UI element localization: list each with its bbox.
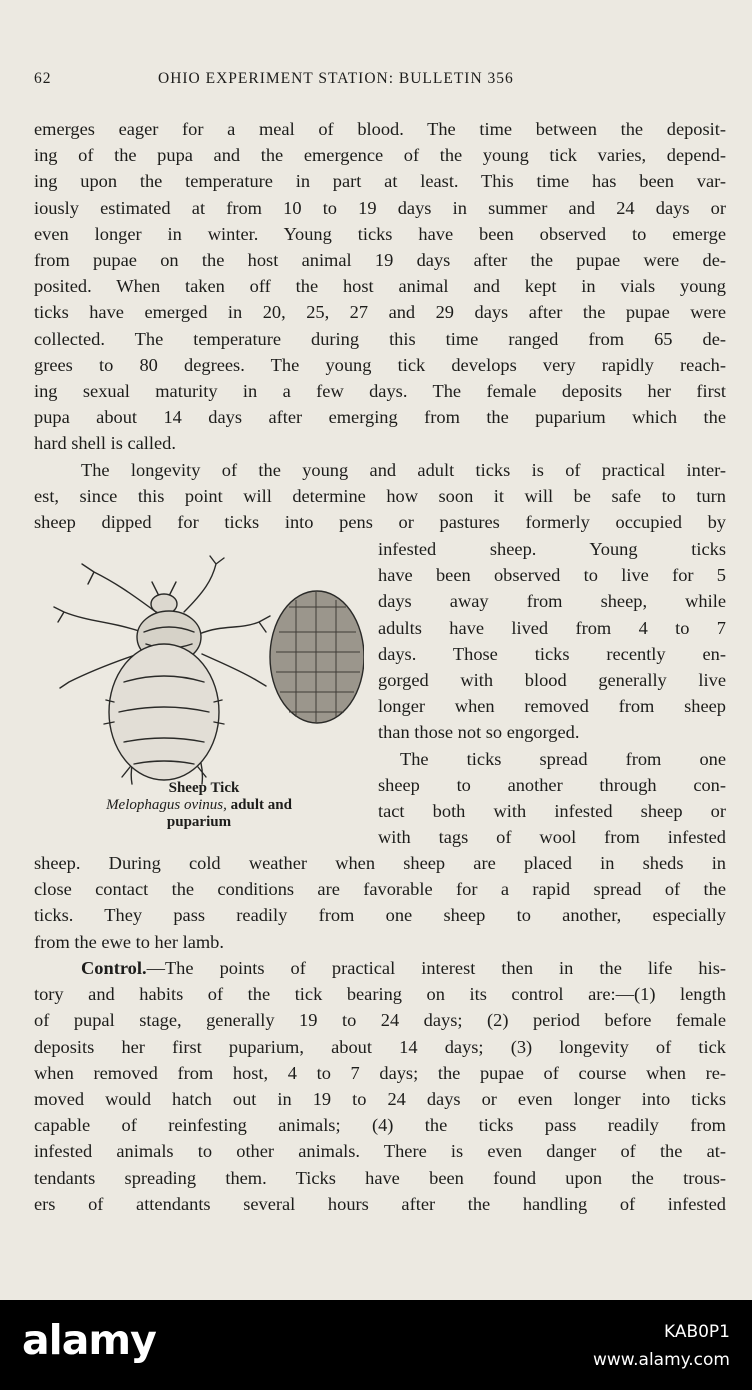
text-line: ticks. They pass readily from one sheep to another, especially (34, 905, 726, 926)
stock-watermark-banner (0, 1300, 752, 1390)
text-line: have been observed to live for 5 (378, 565, 726, 586)
caption-rest: adult and (230, 797, 292, 813)
text-line: adults have lived from 4 to 7 (378, 617, 726, 638)
narrow-column-text (378, 536, 726, 850)
text-line: from the ewe to her lamb. (34, 931, 224, 952)
caption-species-line (34, 797, 364, 814)
text-line: grees to 80 degrees. The young tick develops very rapidly reach- (34, 354, 726, 375)
text-line: pupa about 14 days after emerging from the puparium which the (34, 407, 726, 428)
text-line: tendants spreading them. Ticks have been found upon the trous- (34, 1167, 726, 1188)
text-line: of pupal stage, generally 19 to 24 days; (2) period before female (34, 1010, 726, 1031)
text-line: close contact the conditions are favorable for a rapid spread of the (34, 879, 726, 900)
text-line: infested sheep. Young ticks (378, 539, 726, 559)
text-line: moved would hatch out in 19 to 24 days or even longer into ticks (34, 1088, 726, 1109)
text-line: from pupae on the host animal 19 days after the pupae were de- (34, 249, 726, 270)
text-line: gorged with blood generally live (378, 669, 726, 690)
text-line: when removed from host, 4 to 7 days; the pupae of course when re- (34, 1062, 726, 1083)
image-code: KAB0P1 (663, 1322, 730, 1342)
text-line: days. Those ticks recently en- (378, 643, 726, 664)
text-line: emerges eager for a meal of blood. The time between the deposit- (34, 119, 726, 139)
text-line: tact both with infested sheep or (378, 800, 726, 821)
watermark-url: www.alamy.com (592, 1350, 730, 1370)
text-line: ers of attendants several hours after the handling of infested (34, 1193, 726, 1214)
text-line: days away from sheep, while (378, 591, 726, 612)
text-line: ing upon the temperature in part at least. This time has been var- (34, 171, 726, 192)
control-first-line: —The points of practical interest then in the life his- (146, 958, 726, 978)
caption-line3: puparium (166, 814, 232, 830)
text-line: tory and habits of the tick bearing on its control are:—(1) length (34, 984, 726, 1005)
text-line: longer when removed from sheep (378, 696, 726, 717)
caption-title: Sheep Tick (168, 780, 240, 796)
paragraph-pupa-emergence (34, 116, 726, 456)
paragraph-longevity (34, 457, 726, 536)
text-line: hard shell is called. (34, 433, 176, 454)
running-head (34, 70, 724, 94)
text-line: sheep dipped for ticks into pens or pastures formerly occupied by (34, 512, 726, 533)
paragraph-spread (34, 850, 726, 955)
text-line (34, 955, 726, 981)
running-title: OHIO EXPERIMENT STATION: BULLETIN 356 (158, 70, 514, 87)
text-line: ticks have emerged in 20, 25, 27 and 29 days after the pupae were (34, 302, 726, 323)
caption-species: Melophagus ovinus, (106, 797, 227, 813)
text-line: est, since this point will determine how soon it will be safe to turn (34, 486, 726, 507)
alamy-logo: alamy (22, 1316, 156, 1364)
text-line: ing sexual maturity in a few days. The female deposits her first (34, 380, 726, 401)
text-line: The ticks spread from one (400, 748, 726, 769)
control-heading: Control. (81, 958, 147, 978)
text-line: collected. The temperature during this time ranged from 65 de- (34, 328, 726, 349)
text-line: posited. When taken off the host animal and kept in vials young (34, 276, 726, 297)
text-line: infested animals to other animals. There is even danger of the at- (34, 1141, 726, 1162)
text-line: sheep to another through con- (378, 774, 726, 795)
figure-caption (34, 780, 364, 831)
text-line: with tags of wool from infested (378, 827, 726, 848)
text-line: than those not so engorged. (378, 722, 580, 743)
text-line: deposits her first puparium, about 14 days; (3) longevity of tick (34, 1036, 726, 1057)
text-line: even longer in winter. Young ticks have been observed to emerge (34, 223, 726, 244)
paragraph-control (34, 955, 726, 1217)
text-line: capable of reinfesting animals; (4) the ticks pass readily from (34, 1115, 726, 1136)
text-line: iously estimated at from 10 to 19 days in summer and 24 days or (34, 197, 726, 218)
text-line: sheep. During cold weather when sheep are placed in sheds in (34, 853, 726, 873)
text-line: The longevity of the young and adult ticks is of practical inter- (81, 460, 726, 480)
page-number: 62 (34, 70, 52, 87)
text-line: ing of the pupa and the emergence of the young tick varies, depend- (34, 145, 726, 166)
